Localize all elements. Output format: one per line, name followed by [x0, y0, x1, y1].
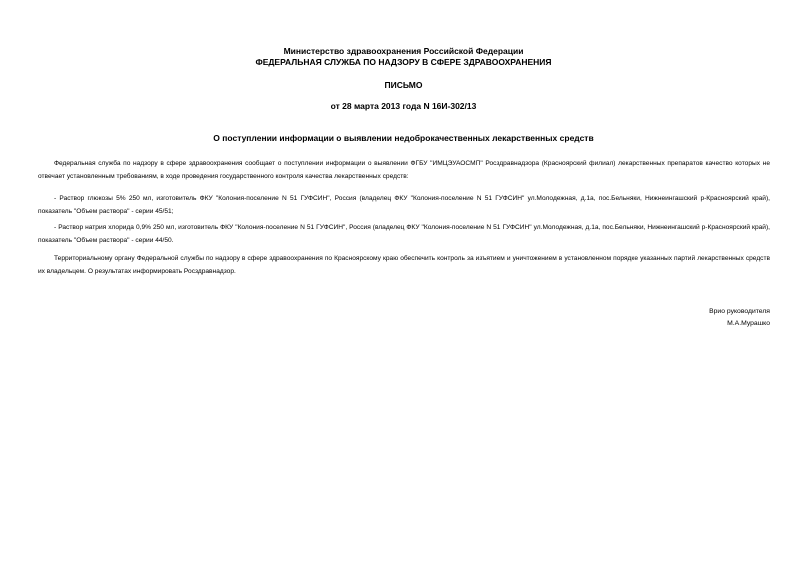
signature-name: М.А.Мурашко — [727, 320, 770, 327]
ministry-name: Министерство здравоохранения Российской Федерации — [283, 46, 524, 56]
document-type: ПИСЬМО — [384, 80, 423, 90]
document-title: О поступлении информации о выявлении недоброкачественных лекарственных средств — [213, 133, 594, 143]
service-name: ФЕДЕРАЛЬНАЯ СЛУЖБА ПО НАДЗОРУ В СФЕРЕ ЗДРАВООХРАНЕНИЯ — [255, 57, 552, 67]
signature-position: Врио руководителя — [709, 308, 770, 315]
paragraph-item-glucose: - Раствор глюкозы 5% 250 мл, изготовитель ФКУ "Колония-поселение N 51 ГУФСИН", Россия (владелец ФКУ "Колония-поселение N 51 ГУФСИН" ул.Молодежная, д.1а, пос.Бельняки, Нижнеингашский р-Красноярский край), показатель "Объем раствора" - серии 45/51; — [38, 195, 770, 215]
document-date-number: от 28 марта 2013 года N 16И-302/13 — [330, 101, 477, 111]
paragraph-intro: Федеральная служба по надзору в сфере здравоохранения сообщает о поступлении информации о выявлении ФГБУ "ИМЦЭУАОСМП" Росздравнадзора (Красноярский филиал) лекарственных препаратов качество которых не отвечает установленным требованиям, в ходе проведения государственного контроля качества лекарственных средств: — [38, 160, 770, 180]
paragraph-instruction: Территориальному органу Федеральной службы по надзору в сфере здравоохранения по Красноярскому краю обеспечить контроль за изъятием и уничтожением в установленном порядке указанных партий лекарственных средств их владельцем. О результатах информировать Росздравнадзор. — [38, 255, 770, 275]
paragraph-item-sodium-chloride: - Раствор натрия хлорида 0,9% 250 мл, изготовитель ФКУ "Колония-поселение N 51 ГУФСИН", Россия (владелец ФКУ "Колония-поселение N 51 ГУФСИН" ул.Молодежная, д.1а, пос.Бельняки, Нижнеингашский р-Красноярский край), показатель "Объем раствора" - серии 44/50. — [38, 224, 770, 244]
